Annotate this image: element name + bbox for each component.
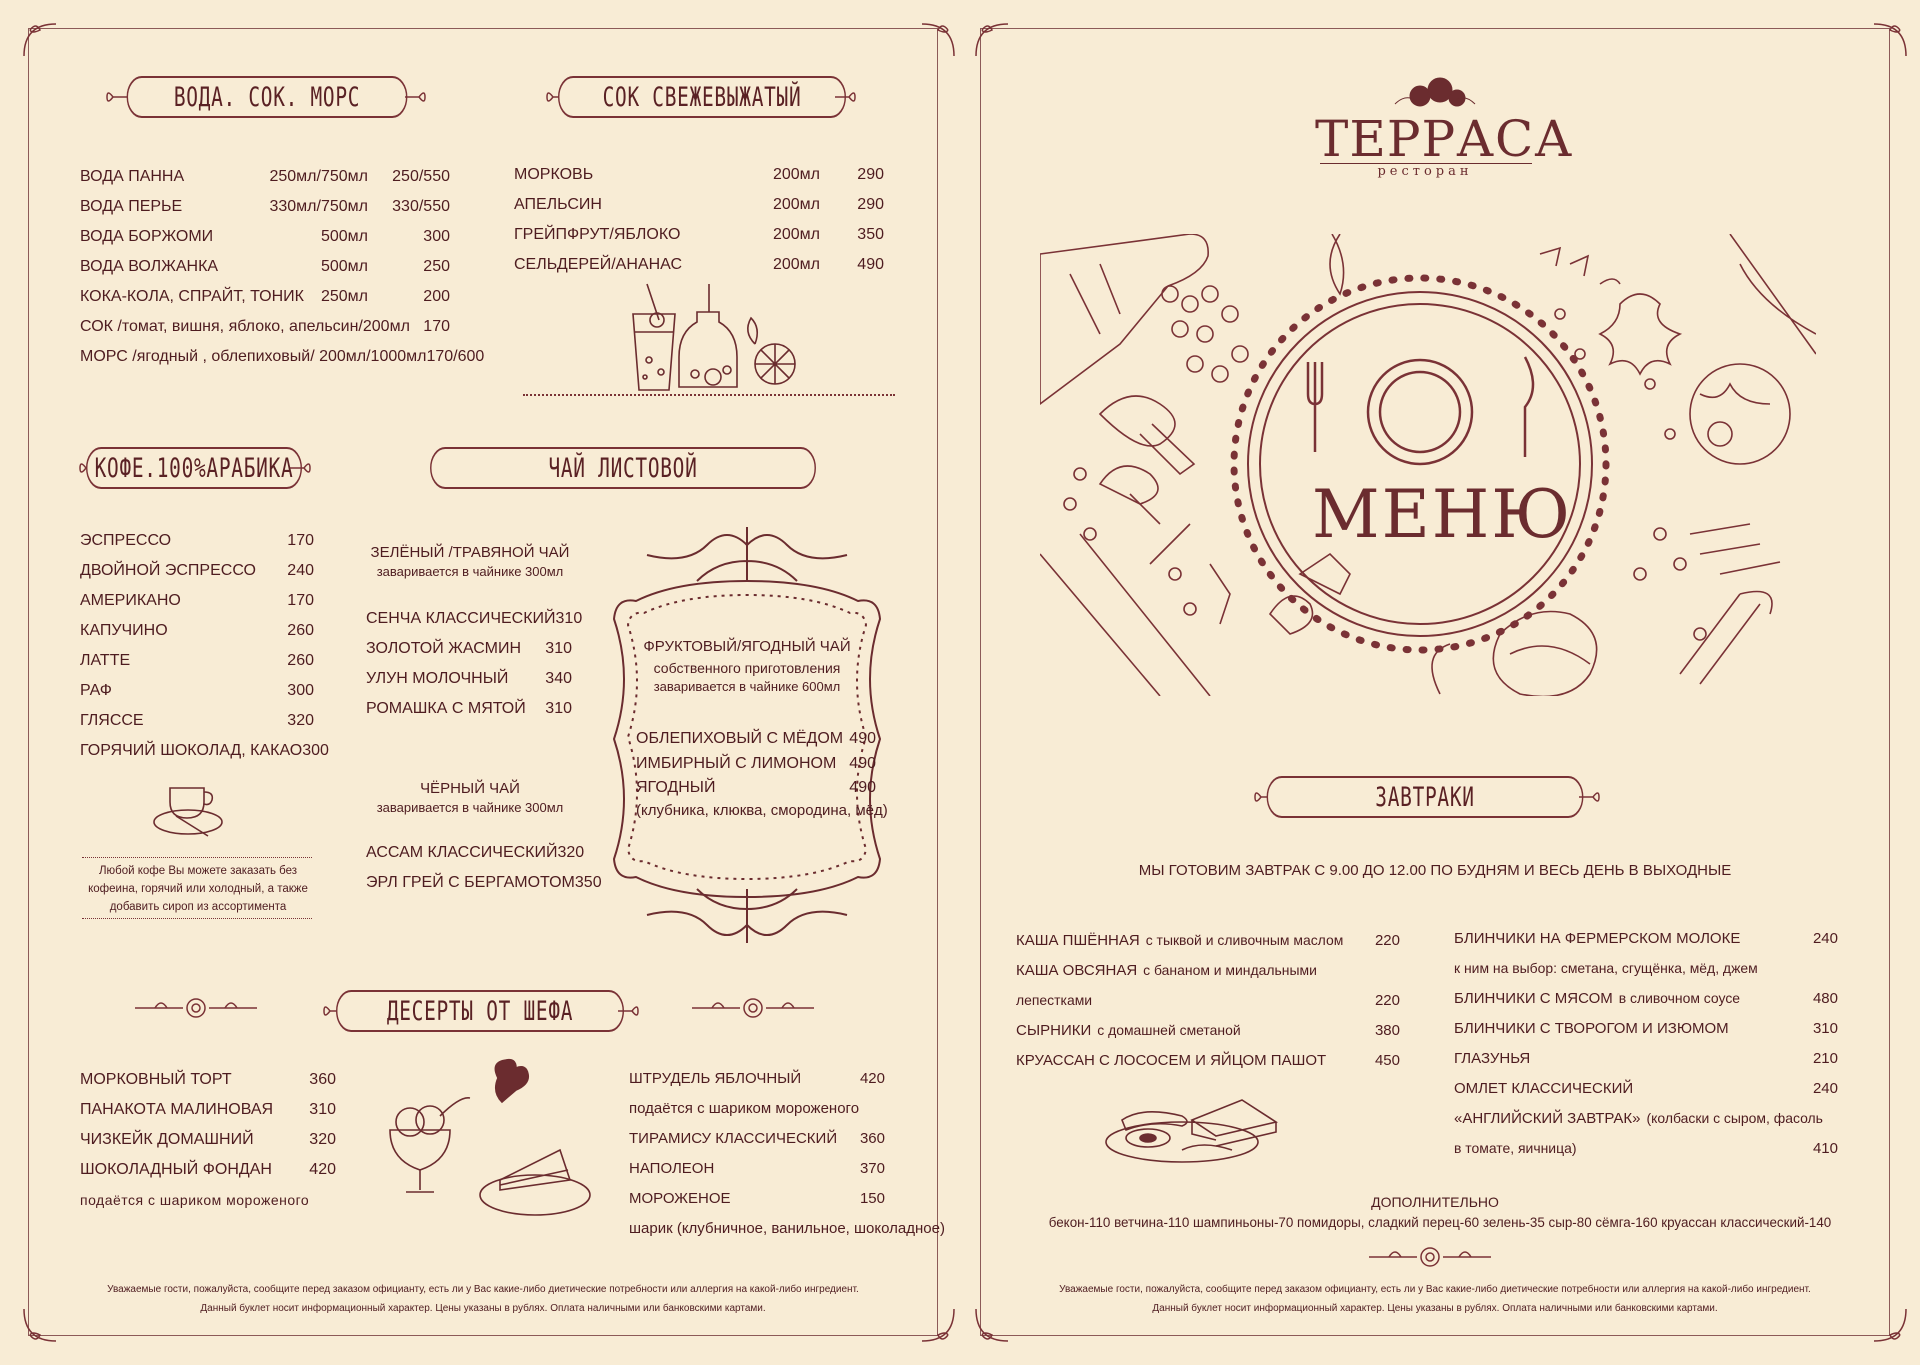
corner-ornament-icon [1870, 1305, 1910, 1345]
black-tea-title: ЧЁРНЫЙ ЧАЙ [420, 780, 520, 797]
item-name: ИМБИРНЫЙ С ЛИМОНОМ [636, 754, 837, 772]
section-header-breakfast [1253, 776, 1599, 818]
item-name: СЕНЧА КЛАССИЧЕСКИЙ [366, 610, 556, 627]
flourish-icon [405, 87, 427, 107]
menu-row [629, 1100, 885, 1117]
black-tea-subtitle: заваривается в чайнике 300мл [376, 800, 564, 815]
menu-row [80, 712, 314, 730]
corner-ornament-icon [918, 1305, 958, 1345]
menu-row [80, 592, 314, 610]
section-title: СОК СВЕЖЕВЫЖАТЫЙ [558, 76, 846, 118]
item-price: 250/550 [392, 168, 450, 185]
item-size: 200мл [362, 318, 410, 335]
menu-row [80, 198, 450, 216]
item-price: 250 [423, 258, 450, 275]
section-title: ЗАВТРАКИ [1267, 776, 1584, 818]
item-price: 420 [309, 1161, 336, 1178]
item-price: 450 [1374, 1052, 1400, 1069]
menu-row [1016, 1022, 1400, 1039]
item-name: КАПУЧИНО [80, 622, 168, 639]
corner-ornament-icon [918, 20, 958, 60]
menu-row [1016, 932, 1400, 949]
menu-row [629, 1130, 885, 1147]
footer-line: Уважаемые гости, пожалуйста, сообщите перед заказом официанту, есть ли у Вас какие-либо диетические потребности или аллергия на какой-либо ингредиент. [1059, 1284, 1811, 1295]
item-name: ПАНАКОТА МАЛИНОВАЯ [80, 1101, 274, 1118]
menu-row [1454, 1080, 1838, 1097]
item-name: ГОРЯЧИЙ ШОКОЛАД, КАКАО [80, 742, 303, 759]
divider [82, 857, 312, 858]
section-title: КОФЕ.100%АРАБИКА [86, 447, 302, 489]
item-name: РАФ [80, 682, 112, 699]
item-price: 360 [309, 1071, 336, 1088]
item-name: ШОКОЛАДНЫЙ ФОНДАН [80, 1161, 272, 1178]
menu-row [80, 1161, 336, 1179]
menu-row [629, 1070, 885, 1087]
item-price: 150 [859, 1190, 885, 1207]
menu-row [80, 318, 450, 336]
flourish-icon [835, 87, 857, 107]
item-size: 200мл [772, 196, 820, 213]
item-price: 310 [545, 640, 572, 657]
item-name: БЛИНЧИКИ С ТВОРОГОМ И ИЗЮМОМ [1454, 1020, 1729, 1037]
item-price: 330/550 [392, 198, 450, 215]
extras-line: бекон-110 ветчина-110 шампиньоны-70 помидоры, сладкий перец-60 зелень-35 сыр-80 сёмга-160 круассан классический-140 [1048, 1215, 1832, 1230]
menu-row [636, 779, 876, 797]
item-price: 290 [857, 196, 884, 213]
item-size: 200мл [772, 166, 820, 183]
item-name: АПЕЛЬСИН [514, 196, 602, 213]
item-name: КАША ОВСЯНАЯ [1016, 962, 1138, 979]
desserts-illustration-icon [380, 1050, 595, 1225]
menu-row [366, 640, 572, 658]
coffee-note [70, 862, 326, 916]
corner-ornament-icon [20, 1305, 60, 1345]
section-title: ДЕСЕРТЫ ОТ ШЕФА [336, 990, 624, 1032]
menu-row [366, 610, 583, 628]
item-name: УЛУН МОЛОЧНЫЙ [366, 670, 509, 687]
menu-row [1454, 1020, 1838, 1037]
flourish-divider-icon [135, 994, 257, 1022]
section-header-water [105, 76, 425, 118]
item-description: в томате, яичница) [1454, 1140, 1577, 1156]
menu-row [80, 532, 314, 550]
item-name: АССАМ КЛАССИЧЕСКИЙ [366, 844, 558, 861]
menu-row [80, 288, 450, 306]
item-name: ЛАТТЕ [80, 652, 131, 669]
dessert-note: подаётся с шариком мороженого [80, 1192, 310, 1208]
item-price: 260 [287, 622, 314, 639]
menu-row [366, 844, 585, 862]
footer-line: Данный буклет носит информационный характер. Цены указаны в рублях. Оплата наличными или банковскими картами. [200, 1303, 766, 1314]
section-header-tea [430, 447, 816, 489]
flourish-icon [1579, 787, 1601, 807]
extras-title: ДОПОЛНИТЕЛЬНО [1371, 1194, 1499, 1210]
item-name: ДВОЙНОЙ ЭСПРЕССО [80, 562, 256, 579]
item-name: АМЕРИКАНО [80, 592, 181, 609]
coffee-cup-illustration-icon [148, 780, 228, 840]
item-price: 220 [1374, 992, 1400, 1009]
item-price: 360 [859, 1130, 885, 1147]
corner-ornament-icon [1870, 20, 1910, 60]
brand-name: ТЕРРАСА [1315, 110, 1574, 168]
item-name: ЭРЛ ГРЕЙ С БЕРГАМОТОМ [366, 874, 575, 891]
menu-row [80, 168, 450, 186]
menu-row [1016, 962, 1400, 979]
menu-row [1454, 960, 1838, 976]
item-description: с домашней сметаной [1097, 1022, 1241, 1038]
green-tea-title: ЗЕЛЁНЫЙ /ТРАВЯНОЙ ЧАЙ [370, 544, 570, 561]
item-name: ЯГОДНЫЙ [636, 779, 716, 796]
item-name: ОМЛЕТ КЛАССИЧЕСКИЙ [1454, 1080, 1634, 1097]
item-name: ВОДА ПАННА [80, 168, 185, 185]
menu-row [80, 682, 314, 700]
fruit-tea-volume: заваривается в чайнике 600мл [653, 679, 841, 694]
menu-row [636, 730, 876, 748]
item-price: 290 [857, 166, 884, 183]
item-price: 310 [545, 700, 572, 717]
divider [82, 918, 312, 919]
item-name: ГРЕЙПФРУТ/ЯБЛОКО [514, 226, 681, 243]
item-price: 490 [849, 779, 876, 796]
item-price: 310 [1812, 1020, 1838, 1037]
item-price: 320 [557, 844, 585, 861]
item-name: МОРОЖЕНОЕ [629, 1190, 731, 1207]
menu-row [629, 1160, 885, 1177]
item-price: 170 [423, 318, 450, 335]
item-price: 170 [287, 532, 314, 549]
note-line: Любой кофе Вы можете заказать без [98, 865, 298, 877]
item-size: 500мл [320, 258, 368, 275]
item-name: ШТРУДЕЛЬ ЯБЛОЧНЫЙ [629, 1070, 802, 1087]
item-size: 250мл [320, 288, 368, 305]
menu-row [514, 166, 884, 184]
menu-row [514, 226, 884, 244]
flourish-icon [105, 87, 127, 107]
brand-subtitle: ресторан [1377, 164, 1473, 179]
item-price: 300 [302, 742, 329, 759]
item-price: 410 [1812, 1140, 1838, 1157]
flourish-icon [618, 1001, 640, 1021]
item-price: 200 [423, 288, 450, 305]
item-price: 310 [309, 1101, 336, 1118]
menu-row [80, 228, 450, 246]
menu-row [80, 348, 485, 366]
item-price: 370 [859, 1160, 885, 1177]
menu-row [80, 258, 450, 276]
item-name: «АНГЛИЙСКИЙ ЗАВТРАК» [1454, 1110, 1641, 1127]
menu-row [1016, 992, 1400, 1009]
menu-row [629, 1190, 885, 1207]
item-price: 240 [287, 562, 314, 579]
divider [523, 394, 895, 396]
item-size: 200мл [772, 256, 820, 273]
item-name: ВОДА БОРЖОМИ [80, 228, 214, 245]
note-line: кофеина, горячий или холодный, а также [88, 883, 308, 895]
menu-row [80, 742, 329, 760]
item-name: СЫРНИКИ [1016, 1022, 1092, 1039]
menu-row [80, 562, 314, 580]
juice-glasses-illustration-icon [615, 282, 835, 397]
item-price: 210 [1812, 1050, 1838, 1067]
item-price: 340 [545, 670, 572, 687]
item-price: 320 [309, 1131, 336, 1148]
menu-row [80, 652, 314, 670]
item-price: 260 [287, 652, 314, 669]
item-name: подаётся с шариком мороженого [629, 1100, 860, 1117]
item-name: ЧИЗКЕЙК ДОМАШНИЙ [80, 1131, 254, 1148]
menu-row [80, 1071, 336, 1089]
section-header-coffee [78, 447, 310, 489]
item-name: шарик (клубничное, ванильное, шоколадное) [629, 1220, 945, 1237]
item-name: РОМАШКА С МЯТОЙ [366, 700, 526, 717]
item-name: БЛИНЧИКИ С МЯСОМ [1454, 990, 1613, 1007]
menu-row [1016, 1052, 1400, 1069]
menu-row [629, 1220, 945, 1237]
item-size: 200мл [772, 226, 820, 243]
item-name: МОРС /ягодный , облепиховый/ 200мл/1000мл [80, 348, 427, 365]
corner-ornament-icon [972, 20, 1012, 60]
menu-row [1454, 1110, 1838, 1127]
flourish-icon [290, 458, 312, 478]
green-tea-subtitle: заваривается в чайнике 300мл [376, 564, 564, 579]
item-price: 310 [555, 610, 583, 627]
item-price: 490 [857, 256, 884, 273]
cover-title: МЕНЮ [1312, 476, 1573, 553]
item-price: 240 [1812, 930, 1838, 947]
corner-ornament-icon [972, 1305, 1012, 1345]
item-description: к ним на выбор: сметана, сгущёнка, мёд, джем [1454, 960, 1758, 976]
footer-line: Данный буклет носит информационный характер. Цены указаны в рублях. Оплата наличными или банковскими картами. [1152, 1303, 1718, 1314]
item-description: с тыквой и сливочным маслом [1145, 932, 1344, 948]
item-name: ТИРАМИСУ КЛАССИЧЕСКИЙ [629, 1130, 838, 1147]
food-illustration-icon [1040, 234, 1816, 696]
item-name: ВОДА ВОЛЖАНКА [80, 258, 219, 275]
item-size: 250мл/750мл [269, 168, 368, 185]
menu-row [1454, 1050, 1838, 1067]
item-name: СОК /томат, вишня, яблоко, апельсин/ [80, 318, 363, 335]
footer-right [1010, 1280, 1860, 1318]
menu-row [636, 755, 876, 773]
item-size: 330мл/750мл [269, 198, 368, 215]
item-price: 350 [574, 874, 602, 891]
item-name: ОБЛЕПИХОВЫЙ С МЁДОМ [636, 730, 844, 747]
item-price: 490 [849, 754, 876, 772]
item-name: ВОДА ПЕРЬЕ [80, 198, 183, 215]
breakfast-subtitle: МЫ ГОТОВИМ ЗАВТРАК С 9.00 ДО 12.00 ПО БУДНЯМ И ВЕСЬ ДЕНЬ В ВЫХОДНЫЕ [1138, 862, 1732, 879]
item-price: 220 [1374, 932, 1400, 949]
item-name: КРУАССАН С ЛОСОСЕМ И ЯЙЦОМ ПАШОТ [1016, 1052, 1327, 1069]
item-price: 170 [287, 592, 314, 609]
footer-line: Уважаемые гости, пожалуйста, сообщите перед заказом официанту, есть ли у Вас какие-либо диетические потребности или аллергия на какой-либо ингредиент. [107, 1284, 859, 1295]
menu-row [1454, 1140, 1838, 1157]
flourish-divider-icon [1369, 1243, 1491, 1271]
menu-row [366, 700, 572, 718]
flourish-divider-icon [692, 994, 814, 1022]
item-name: КАША ПШЁННАЯ [1016, 932, 1140, 949]
item-description: лепестками [1016, 992, 1093, 1008]
item-name: ГЛАЗУНЬЯ [1454, 1050, 1531, 1067]
item-name: МОРКОВНЫЙ ТОРТ [80, 1071, 232, 1088]
item-name: ГЛЯССЕ [80, 712, 144, 729]
item-name: МОРКОВЬ [514, 166, 594, 183]
item-price: 170/600 [426, 348, 485, 365]
corner-ornament-icon [20, 20, 60, 60]
footer-left [58, 1280, 908, 1318]
item-name: ЭСПРЕССО [80, 532, 172, 549]
item-price: 350 [857, 226, 884, 243]
menu-row [366, 670, 572, 688]
item-price: 480 [1812, 990, 1838, 1007]
fruit-tea-subtitle: собственного приготовления [653, 660, 841, 676]
item-name: СЕЛЬДЕРЕЙ/АНАНАС [514, 256, 682, 273]
menu-row [80, 1131, 336, 1149]
menu-row [514, 196, 884, 214]
item-description: с бананом и миндальными [1143, 962, 1317, 978]
menu-row [80, 1101, 336, 1119]
section-title: ВОДА. СОК. МОРС [127, 76, 408, 118]
item-price: 300 [423, 228, 450, 245]
note-line: добавить сироп из ассортимента [109, 901, 287, 913]
item-name: НАПОЛЕОН [629, 1160, 715, 1177]
item-description: в сливочном соусе [1618, 990, 1741, 1006]
section-title: ЧАЙ ЛИСТОВОЙ [430, 447, 816, 489]
item-price: 490 [849, 730, 876, 747]
item-price: 320 [287, 712, 314, 729]
menu-row [1454, 990, 1838, 1007]
section-header-desserts [322, 990, 638, 1032]
item-price: 380 [1374, 1022, 1400, 1039]
item-size: 500мл [320, 228, 368, 245]
item-name: КОКА-КОЛА, СПРАЙТ, ТОНИК [80, 288, 304, 305]
menu-row [514, 256, 884, 274]
fruit-tea-title: ФРУКТОВЫЙ/ЯГОДНЫЙ ЧАЙ [643, 638, 851, 655]
menu-row [1454, 930, 1838, 947]
fruit-tea-note: (клубника, клюква, смородина, мёд) [636, 802, 888, 819]
item-name: ЗОЛОТОЙ ЖАСМИН [366, 640, 521, 657]
item-name: БЛИНЧИКИ НА ФЕРМЕРСКОМ МОЛОКЕ [1454, 930, 1741, 947]
item-price: 300 [287, 682, 314, 699]
menu-row [366, 874, 602, 892]
item-description: (колбаски с сыром, фасоль [1646, 1110, 1823, 1126]
breakfast-plate-illustration-icon [1102, 1090, 1282, 1165]
item-price: 240 [1812, 1080, 1838, 1097]
section-header-juice [545, 76, 855, 118]
menu-row [80, 622, 314, 640]
item-price: 420 [859, 1070, 885, 1087]
